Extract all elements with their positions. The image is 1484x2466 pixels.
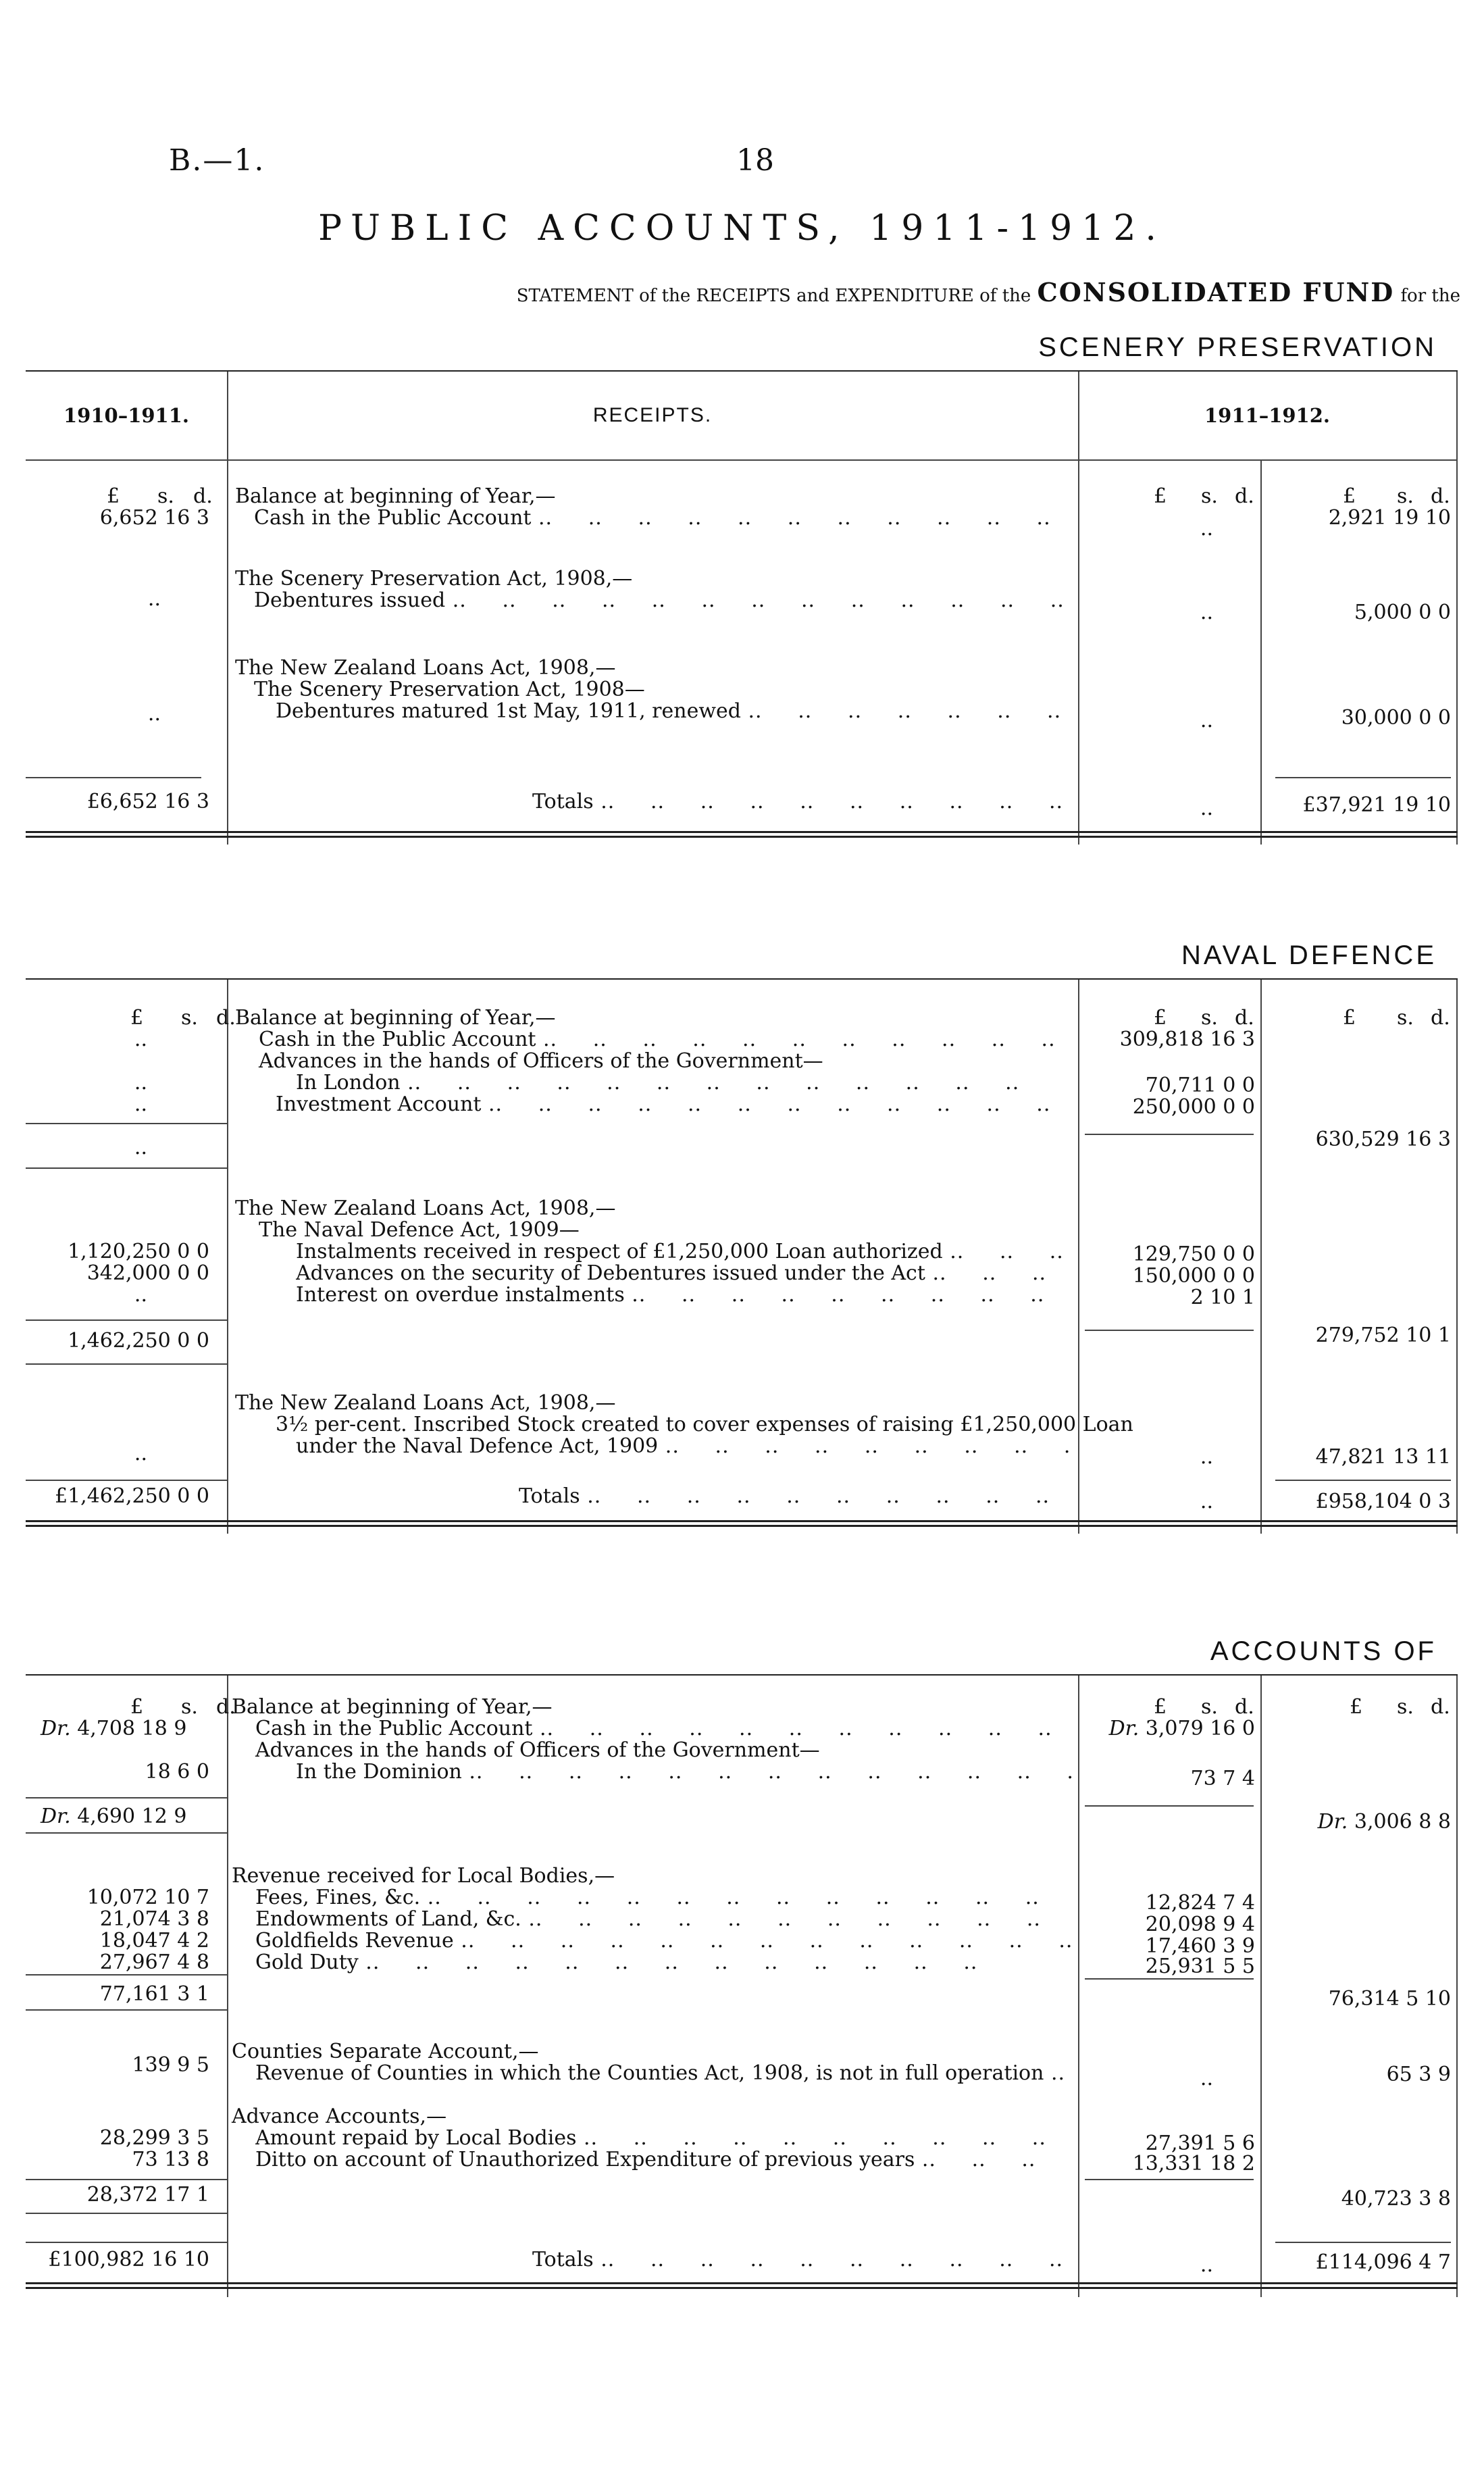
- cash-inner-amount: 309,818 16 3: [1119, 1028, 1255, 1051]
- debit-marker: Dr.: [1317, 1810, 1348, 1834]
- statement-post: for the: [1400, 286, 1460, 306]
- endowments-inner-amount: 20,098 9 4: [1145, 1913, 1255, 1936]
- totals-prev-amount: £100,982 16 10: [48, 2248, 209, 2271]
- col-header-prev-year: 1910–1911.: [63, 404, 190, 427]
- unit-pounds: £: [130, 1006, 144, 1030]
- unit-pounds: £: [1154, 484, 1167, 508]
- balance-subtotal-dr: [41, 1805, 186, 1828]
- unit-pounds: £: [1343, 484, 1356, 508]
- col-header-curr-year: 1911–1912.: [1204, 404, 1331, 427]
- instalments-label: Instalments received in respect of £1,250,000 Loan authorized ..: [296, 1240, 1073, 1263]
- totals-curr-amount: £958,104 0 3: [1315, 1490, 1451, 1513]
- totals-prev-amount: £6,652 16 3: [86, 790, 209, 813]
- interest-prev-amount: ..: [134, 1283, 147, 1307]
- unit-pence: d.: [216, 1006, 236, 1030]
- scenery-section-title: SCENERY PRESERVATION: [1038, 332, 1437, 362]
- counties-prev-amount: 139 9 5: [132, 2053, 209, 2077]
- unit-pounds: £: [1154, 1695, 1167, 1719]
- debit-marker: Dr.: [41, 1805, 71, 1828]
- accounts-section-title: ACCOUNTS OF: [1210, 1636, 1437, 1666]
- accounts-table: [26, 1674, 1458, 2297]
- unit-pounds: £: [1343, 1006, 1356, 1030]
- loans-heading: The New Zealand Loans Act, 1908,—: [235, 656, 616, 680]
- unit-shillings: s.: [1397, 1006, 1414, 1030]
- unit-pence: d.: [193, 484, 213, 508]
- unit-pounds: £: [1350, 1695, 1363, 1719]
- unit-shillings: s.: [1201, 1006, 1218, 1030]
- advances-security-prev-amount: 342,000 0 0: [86, 1261, 209, 1285]
- fees-prev-amount: 10,072 10 7: [86, 1886, 209, 1909]
- debentures-prev-amount: ..: [147, 587, 161, 611]
- unit-pence: d.: [1235, 1006, 1254, 1030]
- cash-prev-dr: [41, 1717, 186, 1740]
- page-title: PUBLIC ACCOUNTS, 1911-1912.: [318, 208, 1166, 249]
- goldfields-revenue-inner-amount: 17,460 3 9: [1145, 1934, 1255, 1958]
- col-header-receipts: RECEIPTS.: [592, 404, 713, 426]
- ditto-prev-amount: 73 13 8: [132, 2148, 209, 2171]
- repaid-label: Amount repaid by Local Bodies ..: [255, 2127, 1073, 2150]
- counties-inner-amount: ..: [1200, 2067, 1213, 2090]
- revenue-total-amount: 76,314 5 10: [1328, 1987, 1451, 2011]
- repaid-inner-amount: 27,391 5 6: [1145, 2132, 1255, 2155]
- goldfields-revenue-label: Goldfields Revenue ..: [255, 1930, 1073, 1953]
- endowments-prev-amount: 21,074 3 8: [99, 1907, 209, 1931]
- unit-shillings: s.: [1201, 484, 1218, 508]
- loans-total-amount: 279,752 10 1: [1315, 1324, 1451, 1347]
- revenue-prev-total: 77,161 3 1: [99, 1982, 209, 2006]
- unit-pounds: £: [130, 1695, 144, 1719]
- balance-heading: Balance at beginning of Year,—: [235, 1006, 556, 1030]
- unit-pence: d.: [1235, 484, 1254, 508]
- debentures-label: Debentures issued ..: [254, 589, 1071, 612]
- unit-pence: d.: [1431, 484, 1450, 508]
- instalments-inner-amount: 129,750 0 0: [1132, 1242, 1255, 1266]
- matured-inner-amount: ..: [1200, 709, 1213, 732]
- balance-heading: Balance at beginning of Year,—: [235, 484, 556, 508]
- unit-pence: d.: [216, 1695, 236, 1719]
- unit-shillings: s.: [1397, 1695, 1414, 1719]
- loans-heading: The New Zealand Loans Act, 1908,—: [235, 1197, 616, 1220]
- interest-inner-amount: 2 10 1: [1190, 1286, 1255, 1309]
- totals-inner-amount: ..: [1200, 797, 1213, 820]
- matured-total-amount: 30,000 0 0: [1341, 706, 1451, 730]
- cash-inner-amount: 3,079 16 0: [1145, 1717, 1255, 1740]
- totals-curr-amount: £37,921 19 10: [1302, 793, 1451, 817]
- balance-heading: Balance at beginning of Year,—: [232, 1695, 553, 1719]
- totals-label: Totals ..: [519, 1485, 1073, 1508]
- cash-label: Cash in the Public Account ..: [255, 1717, 1073, 1740]
- london-label: In London ..: [296, 1072, 1073, 1094]
- balance-subtotal-prev: ..: [134, 1136, 147, 1159]
- unit-shillings: s.: [157, 484, 174, 508]
- loans2-heading: The New Zealand Loans Act, 1908,—: [235, 1391, 616, 1415]
- stock-inner-amount: ..: [1200, 1445, 1213, 1469]
- stock-label: 3½ per-cent. Inscribed Stock created to cover expenses of raising £1,250,000 Loan: [276, 1413, 1133, 1436]
- balance-subtotal-prev: 4,690 12 9: [77, 1805, 187, 1828]
- london-inner-amount: 70,711 0 0: [1145, 1074, 1255, 1097]
- act-heading: The Scenery Preservation Act, 1908,—: [235, 567, 633, 590]
- cash-prev-amount: 6,652 16 3: [99, 506, 209, 530]
- totals-prev-amount: £1,462,250 0 0: [54, 1484, 209, 1508]
- cash-prev-amount: 4,708 18 9: [77, 1717, 187, 1740]
- unit-shillings: s.: [181, 1695, 198, 1719]
- scenery-table: [26, 370, 1458, 845]
- debentures-inner-amount: ..: [1200, 601, 1213, 624]
- unit-pounds: £: [107, 484, 120, 508]
- balance-total-amount: 3,006 8 8: [1354, 1810, 1451, 1834]
- counties-heading: Counties Separate Account,—: [232, 2040, 539, 2063]
- stock-label-continued: under the Naval Defence Act, 1909 ..: [296, 1435, 1073, 1458]
- gold-duty-prev-amount: 27,967 4 8: [99, 1951, 209, 1974]
- dominion-prev-amount: 18 6 0: [145, 1760, 209, 1784]
- stock-prev-amount: ..: [134, 1442, 147, 1465]
- totals-curr-amount: £114,096 4 7: [1315, 2250, 1451, 2274]
- interest-label: Interest on overdue instalments ..: [296, 1284, 1073, 1307]
- revenue-heading: Revenue received for Local Bodies,—: [232, 1864, 615, 1888]
- page-number: 18: [736, 143, 774, 178]
- investment-inner-amount: 250,000 0 0: [1132, 1095, 1255, 1119]
- gold-duty-inner-amount: 25,931 5 5: [1145, 1955, 1255, 1978]
- cash-label: Cash in the Public Account ..: [259, 1028, 1073, 1051]
- unit-shillings: s.: [1397, 484, 1414, 508]
- cash-inner-amount: ..: [1200, 517, 1213, 540]
- advance-accounts-heading: Advance Accounts,—: [232, 2105, 447, 2128]
- debit-marker: Dr.: [1108, 1717, 1140, 1740]
- counties-label: Revenue of Counties in which the Counties Act, 1908, is not in full operation ..: [255, 2062, 1073, 2085]
- naval-act-heading: The Naval Defence Act, 1909—: [259, 1218, 580, 1242]
- matured-prev-amount: ..: [147, 702, 161, 726]
- counties-total-amount: 65 3 9: [1386, 2063, 1451, 2086]
- cash-prev-amount: ..: [134, 1028, 147, 1051]
- unit-pence: d.: [1431, 1006, 1450, 1030]
- dominion-inner-amount: 73 7 4: [1190, 1767, 1255, 1790]
- unit-pence: d.: [1235, 1695, 1254, 1719]
- ditto-label: Ditto on account of Unauthorized Expenditure of previous years ..: [255, 2148, 1073, 2171]
- balance-total-amount: 630,529 16 3: [1315, 1128, 1451, 1151]
- cash-total-amount: 2,921 19 10: [1328, 506, 1451, 530]
- advances-security-label: Advances on the security of Debentures issued under the Act ..: [296, 1262, 1073, 1285]
- totals-inner-amount: ..: [1200, 1490, 1213, 1513]
- unit-pence: d.: [1431, 1695, 1450, 1719]
- cash-inner-dr: [1078, 1717, 1255, 1740]
- totals-inner-amount: ..: [1200, 2253, 1213, 2277]
- totals-label: Totals ..: [532, 2248, 1073, 2271]
- advance-total-amount: 40,723 3 8: [1341, 2187, 1451, 2211]
- statement-heading: [517, 277, 1460, 307]
- naval-defence-table: [26, 978, 1458, 1534]
- unit-shillings: s.: [181, 1006, 198, 1030]
- fees-inner-amount: 12,824 7 4: [1145, 1891, 1255, 1915]
- debentures-total-amount: 5,000 0 0: [1354, 601, 1451, 624]
- stock-total-amount: 47,821 13 11: [1315, 1445, 1451, 1469]
- repaid-prev-amount: 28,299 3 5: [99, 2126, 209, 2150]
- loans-prev-total: 1,462,250 0 0: [68, 1329, 209, 1353]
- unit-pounds: £: [1154, 1006, 1167, 1030]
- report-reference: B.—1.: [169, 143, 265, 178]
- gold-duty-label: Gold Duty ..: [255, 1951, 1073, 1974]
- fees-label: Fees, Fines, &c. ..: [255, 1886, 1073, 1909]
- investment-label: Investment Account ..: [276, 1093, 1073, 1116]
- statement-pre: STATEMENT of the RECEIPTS and EXPENDITURE of the: [516, 286, 1031, 306]
- cash-label: Cash in the Public Account ..: [254, 507, 1071, 530]
- instalments-prev-amount: 1,120,250 0 0: [68, 1240, 209, 1263]
- fund-name: CONSOLIDATED FUND: [1037, 277, 1395, 307]
- advance-prev-total: 28,372 17 1: [86, 2183, 209, 2207]
- dominion-label: In the Dominion ..: [296, 1761, 1073, 1784]
- totals-label: Totals ..: [532, 790, 1073, 813]
- london-prev-amount: ..: [134, 1071, 147, 1094]
- advances-heading: Advances in the hands of Officers of the Government—: [259, 1049, 823, 1073]
- endowments-label: Endowments of Land, &c. ..: [255, 1908, 1073, 1931]
- loans-sub-heading: The Scenery Preservation Act, 1908—: [254, 678, 645, 701]
- balance-total-dr: [1260, 1811, 1451, 1834]
- investment-prev-amount: ..: [134, 1092, 147, 1116]
- goldfields-revenue-prev-amount: 18,047 4 2: [99, 1929, 209, 1953]
- debit-marker: Dr.: [41, 1717, 71, 1740]
- advances-heading: Advances in the hands of Officers of the Government—: [255, 1738, 820, 1762]
- unit-shillings: s.: [1201, 1695, 1218, 1719]
- matured-label: Debentures matured 1st May, 1911, renewed ..: [276, 700, 1071, 723]
- naval-section-title: NAVAL DEFENCE: [1181, 940, 1437, 970]
- advances-security-inner-amount: 150,000 0 0: [1132, 1264, 1255, 1288]
- ditto-inner-amount: 13,331 18 2: [1132, 2152, 1255, 2175]
